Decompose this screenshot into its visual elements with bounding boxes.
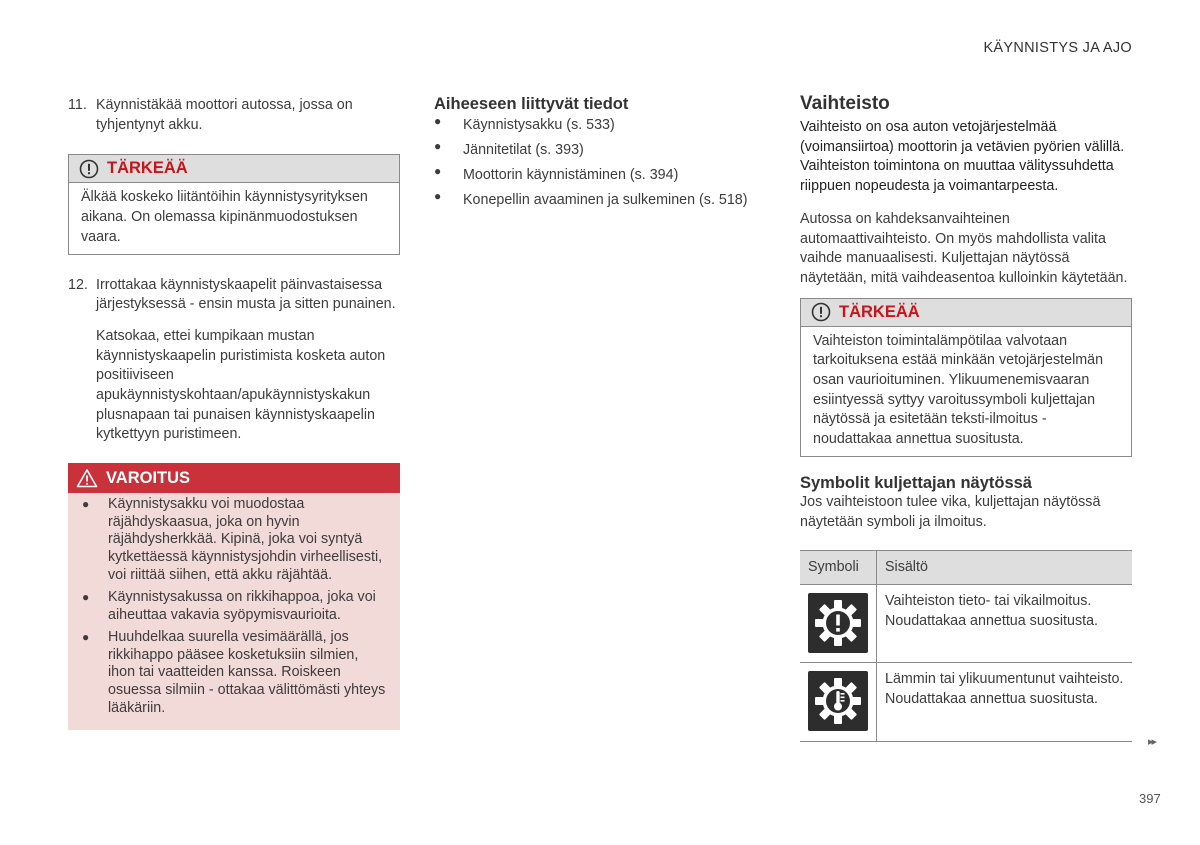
step-11 xyxy=(68,96,400,135)
table-row xyxy=(800,663,1132,742)
subheading-text: Jos vaihteistoon tulee vika, kuljettajan näytössä näytetään symboli ja ilmoitus. xyxy=(800,493,1101,530)
related-link[interactable]: Moottorin käynnistäminen (s. 394) xyxy=(463,167,679,183)
related-link-item[interactable]: ● Konepellin avaaminen ja sulkeminen (s. 518) xyxy=(434,188,774,213)
step-note: Katsokaa, ettei kumpikaan mustan käynnistyskaapelin puristimista kosketa auton positiiviseen apukäynnistyskohtaan/apukäynnistyskakun plusnapaan tai punaisen käynnistyskaapelin kytkettyyn puristimeen. xyxy=(96,327,386,443)
body-text: Autossa on kahdeksanvaihteinen automaattivaihteisto. On myös mahdollista valita vaihde manuaalisesti. Kuljettajan näytössä näytetään, mitä vaihdeasentoa kulloinkin käytetään. xyxy=(800,210,1128,286)
intro-text: Vaihteisto on osa auton vetojärjestelmää (voimansiirtoa) moottorin ja vetävien pyörien välillä. Vaihteiston toimintona on muuttaa välityssuhdetta riippuen nopeudesta ja voimantarpeesta. xyxy=(800,119,1125,195)
content-cell: Lämmin tai ylikuumentunut vaihteisto. Noudattakaa annettua suositusta. xyxy=(877,663,1133,742)
column-right xyxy=(800,93,1132,742)
column-header: Symboli xyxy=(800,551,877,585)
table-row xyxy=(800,585,1132,663)
important-box xyxy=(800,298,1132,457)
warning-triangle-icon xyxy=(76,468,98,488)
step-text: Käynnistäkää moottori autossa, jossa on tyhjentynyt akku. xyxy=(96,97,353,133)
step-number: 12. xyxy=(68,276,88,293)
section-heading: Vaihteisto xyxy=(800,93,890,114)
important-header xyxy=(69,155,399,183)
exclamation-circle-icon xyxy=(79,159,99,179)
column-header: Sisältö xyxy=(877,551,1133,585)
step-main-text: Irrottakaa käynnistyskaapelit päinvastaisessa järjestyksessä - ensin musta ja sitten punainen. xyxy=(96,276,396,313)
step-12 xyxy=(68,276,400,446)
warning-box xyxy=(68,463,400,730)
related-link[interactable]: Jännitetilat (s. 393) xyxy=(463,142,584,158)
related-link-item[interactable]: ● Jännitetilat (s. 393) xyxy=(434,138,774,163)
column-middle xyxy=(434,95,774,213)
symbol-cell xyxy=(800,585,877,663)
step-number: 11. xyxy=(68,97,87,113)
related-links xyxy=(434,113,774,213)
warning-item: ● Käynnistysakussa on rikkihappoa, joka voi aiheuttaa vakavia syöpymisvaurioita. xyxy=(82,589,376,623)
related-heading: Aiheeseen liittyvät tiedot xyxy=(434,95,629,113)
section-title: KÄYNNISTYS JA AJO xyxy=(983,40,1132,56)
continue-arrows-icon: ▸▸ xyxy=(1148,736,1156,748)
symbol-cell xyxy=(800,663,877,742)
warning-title: VAROITUS xyxy=(106,468,191,487)
important-text: Älkää koskeko liitäntöihin käynnistysyrityksen aikana. On olemassa kipinänmuodostuksen vaara. xyxy=(81,189,368,245)
warning-item: ● Käynnistysakku voi muodostaa räjähdyskaasua, joka on hyvin räjähdysherkkää. Kipinä, joka voi syntyä kytkettäessä käynnistysjohdin virheellisesti, voi riittää siihen, että akku räjähtää. xyxy=(82,496,383,583)
important-header xyxy=(801,299,1131,327)
warning-item: ● Huuhdelkaa suurella vesimäärällä, jos rikkihappo pääsee kosketuksiin silmien, ihon tai vaatteiden kanssa. Roiskeen osuessa silmiin - ottakaa välittömästi yhteys lääkäriin. xyxy=(82,629,386,716)
important-title: TÄRKEÄÄ xyxy=(107,159,188,178)
table-header-row xyxy=(800,551,1132,585)
related-link[interactable]: Konepellin avaaminen ja sulkeminen (s. 518) xyxy=(463,192,748,208)
important-title: TÄRKEÄÄ xyxy=(839,302,920,321)
warning-header xyxy=(68,463,400,493)
warning-list xyxy=(68,493,400,730)
gear-thermometer-icon xyxy=(808,671,868,731)
related-link-item[interactable]: ● Käynnistysakku (s. 533) xyxy=(434,113,774,138)
gear-exclamation-icon xyxy=(808,593,868,653)
symbol-table xyxy=(800,550,1132,742)
step-text xyxy=(96,276,400,446)
content-cell: Vaihteiston tieto- tai vikailmoitus. Noudattakaa annettua suositusta. xyxy=(877,585,1133,663)
important-box xyxy=(68,154,400,254)
column-left xyxy=(68,96,400,730)
related-link[interactable]: Käynnistysakku (s. 533) xyxy=(463,117,615,133)
subheading: Symbolit kuljettajan näytössä xyxy=(800,473,1032,492)
important-text: Vaihteiston toimintalämpötilaa valvotaan tarkoituksena estää minkään vetojärjestelmän osan vaurioituminen. Ylikuumenemisvaaran esiintyessä syttyy varoitussymboli kuljettajan näytössä ja esitetään teksti-ilmoitus - noudattakaa annettua suositusta. xyxy=(813,332,1104,448)
page-number: 397 xyxy=(1139,791,1161,806)
related-link-item[interactable]: ● Moottorin käynnistäminen (s. 394) xyxy=(434,163,774,188)
exclamation-circle-icon xyxy=(811,302,831,322)
